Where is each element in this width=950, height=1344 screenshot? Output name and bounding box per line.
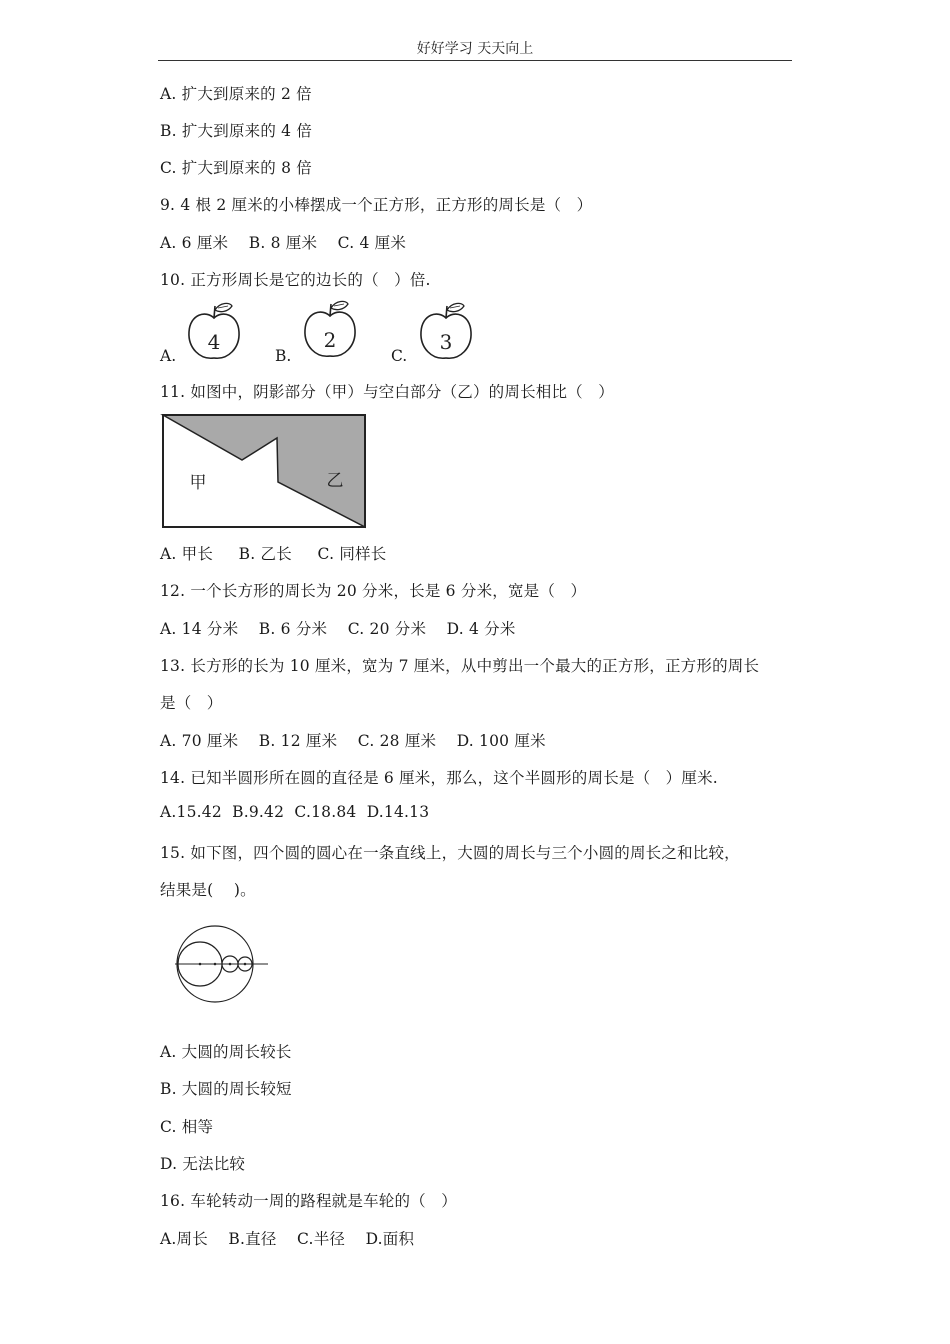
q9-question: 9. 4 根 2 厘米的小棒摆成一个正方形，正方形的周长是（ ）: [160, 196, 593, 214]
q11-options: A. 甲长 B. 乙长 C. 同样长: [160, 545, 387, 563]
apple-number-a: 4: [207, 330, 221, 354]
page-header: 好好学习 天天向上: [416, 41, 534, 57]
q16-question: 16. 车轮转动一周的路程就是车轮的（ ）: [160, 1192, 457, 1210]
q13-question-cont: 是（ ）: [160, 694, 223, 712]
header-rule: [158, 60, 792, 61]
apple-number-c: 3: [439, 330, 453, 354]
q15-option-c: C. 相等: [160, 1118, 214, 1136]
q8-option-b: B. 扩大到原来的 4 倍: [160, 122, 313, 140]
q10-option-a-label: A.: [160, 347, 177, 365]
q15-option-d: D. 无法比较: [160, 1155, 246, 1173]
q13-question: 13. 长方形的长为 10 厘米，宽为 7 厘米，从中剪出一个最大的正方形，正方形的周长: [160, 657, 760, 675]
q13-options: A. 70 厘米 B. 12 厘米 C. 28 厘米 D. 100 厘米: [160, 732, 546, 750]
q12-question: 12. 一个长方形的周长为 20 分米，长是 6 分米，宽是（ ）: [160, 582, 587, 600]
q11-label-yi: 乙: [326, 471, 344, 491]
apple-number-b: 2: [323, 328, 337, 352]
apple-icon-b: [300, 298, 360, 362]
q10-option-b-label: B.: [275, 347, 292, 365]
q16-options: A.周长 B.直径 C.半径 D.面积: [160, 1230, 415, 1248]
q15-option-b: B. 大圆的周长较短: [160, 1080, 292, 1098]
q14-options: A.15.42 B.9.42 C.18.84 D.14.13: [160, 803, 430, 821]
q10-option-c-label: C.: [391, 347, 408, 365]
q10-question: 10. 正方形周长是它的边长的（ ）倍.: [160, 271, 431, 289]
q15-option-a: A. 大圆的周长较长: [160, 1043, 292, 1061]
apple-icon-a: [184, 300, 244, 364]
q11-question: 11. 如图中，阴影部分（甲）与空白部分（乙）的周长相比（ ）: [160, 383, 614, 401]
q15-question: 15. 如下图，四个圆的圆心在一条直线上，大圆的周长与三个小圆的周长之和比较，: [160, 844, 740, 862]
q12-options: A. 14 分米 B. 6 分米 C. 20 分米 D. 4 分米: [160, 620, 516, 638]
q14-question: 14. 已知半圆形所在圆的直径是 6 厘米，那么，这个半圆形的周长是（ ）厘米.: [160, 769, 718, 787]
apple-icon-c: [416, 300, 476, 364]
q11-shaded-rectangle-figure: [160, 412, 368, 530]
q11-label-jia: 甲: [189, 473, 207, 493]
q8-option-a: A. 扩大到原来的 2 倍: [160, 85, 312, 103]
q9-options: A. 6 厘米 B. 8 厘米 C. 4 厘米: [160, 234, 407, 252]
q15-circles-figure: [170, 924, 270, 1008]
q15-question-cont: 结果是( )。: [160, 881, 256, 899]
q8-option-c: C. 扩大到原来的 8 倍: [160, 159, 312, 177]
